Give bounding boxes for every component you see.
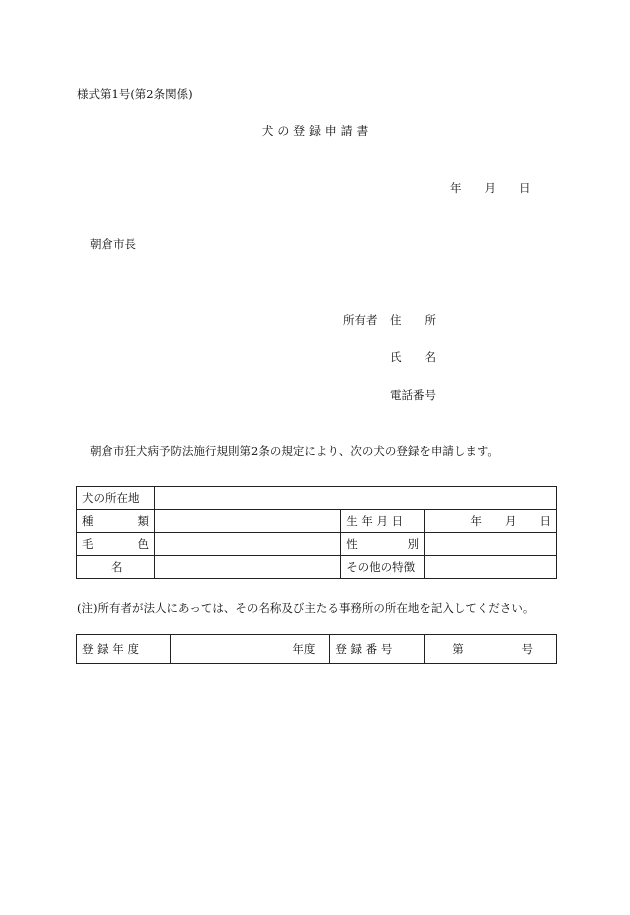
note: (注)所有者が法人にあっては、その名称及び主たる事務所の所在地を記入してください。 [77,601,535,615]
form-number: 様式第1号(第2条関係) [77,87,193,101]
breed-label-b: 類 [137,514,149,528]
sex-label-b: 別 [407,537,420,551]
table-row [77,487,557,510]
sex-label [341,533,425,556]
registration-table [76,634,557,664]
dog-name-field[interactable] [154,556,340,579]
page-title: 犬 の 登 録 申 請 書 [261,124,369,138]
breed-label-a: 種 [82,514,94,528]
dog-location-field[interactable] [154,487,556,510]
registration-number-field[interactable] [425,635,557,664]
registration-year-label: 登 録 年 度 [77,635,171,664]
coat-label-b: 色 [137,537,149,551]
registration-year-field[interactable]: 年度 [170,635,329,664]
owner-address-label: 住 所 [390,313,436,327]
dog-info-table [76,486,557,579]
features-field[interactable] [425,556,557,579]
table-row [77,510,557,533]
dog-location-label: 犬の所在地 [77,487,155,510]
owner-name-label: 氏 名 [390,350,436,364]
table-row [77,533,557,556]
registration-number-label: 登 録 番 号 [330,635,425,664]
coat-color-label [77,533,155,556]
application-statement: 朝倉市狂犬病予防法施行規則第2条の規定により、次の犬の登録を申請します。 [90,444,499,458]
owner-phone-label: 電話番号 [390,388,436,402]
sex-field[interactable] [425,533,557,556]
breed-field[interactable] [154,510,340,533]
coat-color-field[interactable] [154,533,340,556]
number-prefix: 第 [452,642,464,656]
sex-label-a: 性 [346,537,358,551]
date-line: 年 月 日 [450,181,531,195]
birthdate-label: 生 年 月 日 [341,510,425,533]
number-suffix: 号 [521,642,533,656]
coat-label-a: 毛 [82,537,94,551]
breed-label [77,510,155,533]
dog-name-label: 名 [77,556,155,579]
features-label: その他の特徴 [341,556,425,579]
table-row [77,635,557,664]
birthdate-field[interactable]: 年 月 日 [425,510,557,533]
owner-label: 所有者 [343,313,378,327]
addressee: 朝倉市長 [90,237,136,251]
table-row [77,556,557,579]
